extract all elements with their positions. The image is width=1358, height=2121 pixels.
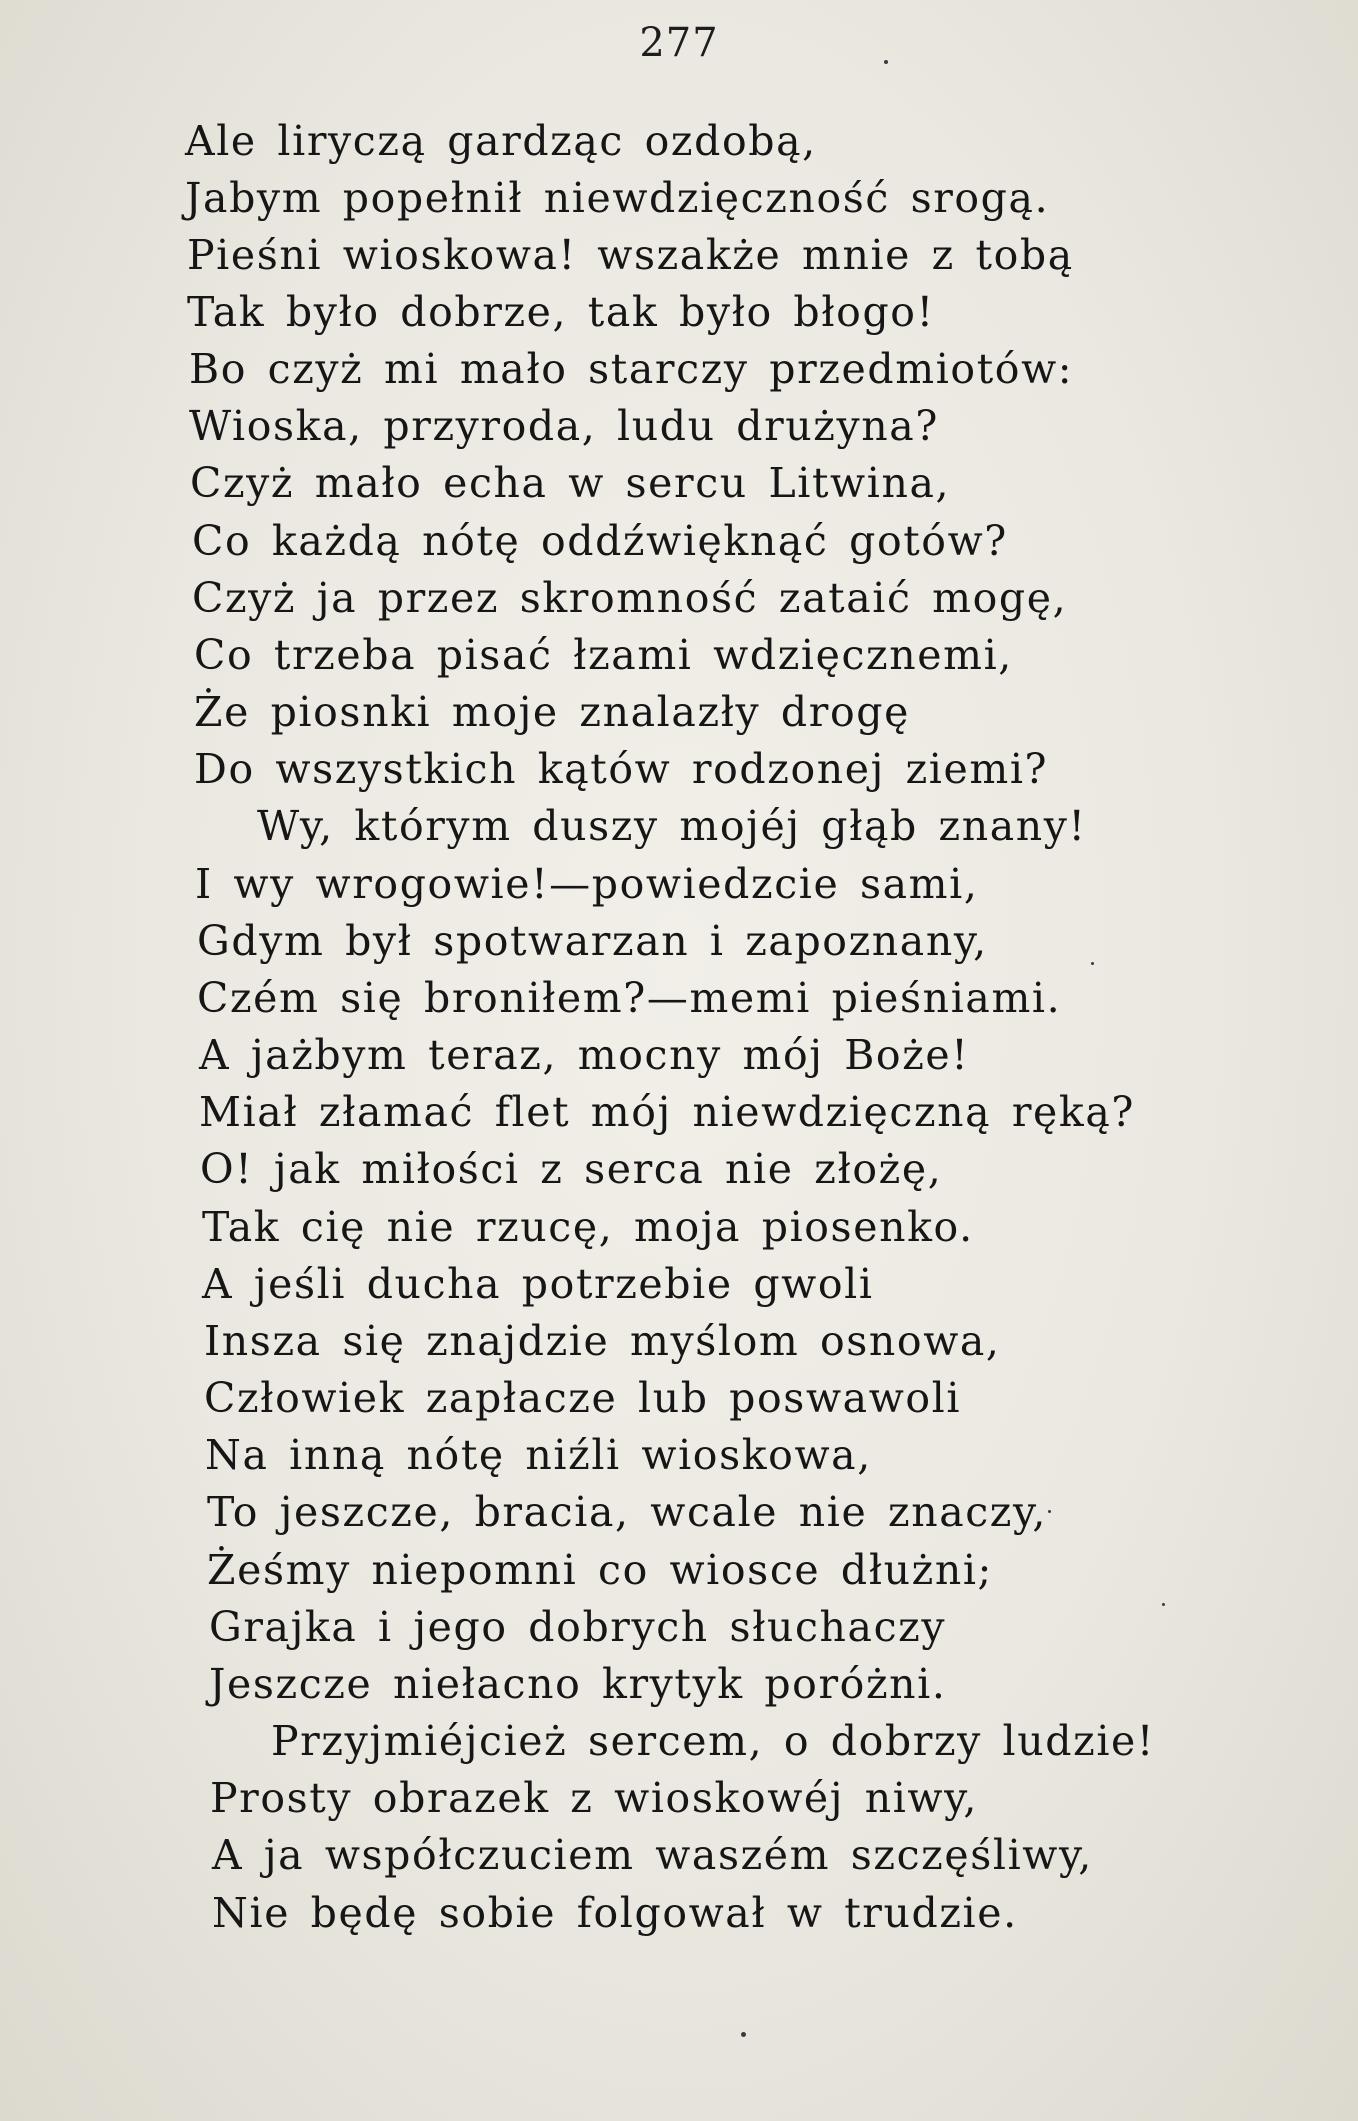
verse-line-6: Wioska, przyroda, ludu drużyna? [189,402,939,450]
paper-speck [884,60,888,64]
page-number: 277 [639,20,719,66]
verse-line-16: Czém się broniłem?—memi pieśniami. [197,974,1062,1022]
paper-speck [1091,962,1094,965]
verse-line-23: Człowiek zapłacze lub poswawoli [204,1374,962,1422]
verse-line-4: Tak było dobrze, tak było błogo! [187,288,935,336]
paper-speck [1162,1603,1165,1606]
verse-line-27: Grajka i jego dobrych słuchaczy [209,1603,947,1651]
verse-line-20: Tak cię nie rzucę, moja piosenko. [202,1203,974,1251]
verse-line-32: Nie będę sobie folgował w trudzie. [212,1889,1018,1937]
verse-line-11: Że piosnki moje znalazły drogę [194,688,910,736]
verse-line-31: A ja współczuciem waszém szczęśliwy, [212,1831,1093,1879]
verse-line-3: Pieśni wioskowa! wszakże mnie z tobą [187,231,1074,279]
verse-line-22: Insza się znajdzie myślom osnowa, [204,1317,1001,1365]
verse-line-12: Do wszystkich kątów rodzonej ziemi? [194,745,1049,793]
verse-line-26: Żeśmy niepomni co wiosce dłużni; [207,1546,993,1594]
paper-speck [741,2032,746,2037]
verse-line-10: Co trzeba pisać łzami wdzięcznemi, [194,631,1013,679]
verse-line-18: Miał złamać flet mój niewdzięczną ręką? [199,1088,1135,1136]
verse-line-28: Jeszcze niełacno krytyk poróżni. [209,1660,947,1708]
verse-line-13: Wy, którym duszy mojéj głąb znany! [257,802,1087,850]
verse-line-24: Na inną nótę niźli wioskowa, [205,1431,872,1479]
verse-line-15: Gdym był spotwarzan i zapoznany, [197,917,988,965]
verse-line-14: I wy wrogowie!—powiedzcie sami, [195,860,979,908]
paper-speck [1048,1510,1051,1513]
verse-line-21: A jeśli ducha potrzebie gwoli [202,1260,874,1308]
verse-line-7: Czyż mało echa w sercu Litwina, [190,459,951,507]
verse-line-30: Prosty obrazek z wioskowéj niwy, [210,1774,979,1822]
verse-line-9: Czyż ja przez skromność zataić mogę, [192,574,1068,622]
verse-line-19: O! jak miłości z serca nie złożę, [200,1145,943,1193]
verse-line-1: Ale liryczą gardząc ozdobą, [185,117,817,165]
verse-line-8: Co każdą nótę oddźwięknąć gotów? [192,517,1008,565]
verse-line-17: A jażbym teraz, mocny mój Boże! [199,1031,970,1079]
verse-line-29: Przyjmiéjcież sercem, o dobrzy ludzie! [271,1717,1155,1765]
verse-line-25: To jeszcze, bracia, wcale nie znaczy, [207,1488,1047,1536]
verse-line-2: Jabym popełnił niewdzięczność srogą. [185,174,1050,222]
verse-line-5: Bo czyż mi mało starczy przedmiotów: [189,345,1074,393]
